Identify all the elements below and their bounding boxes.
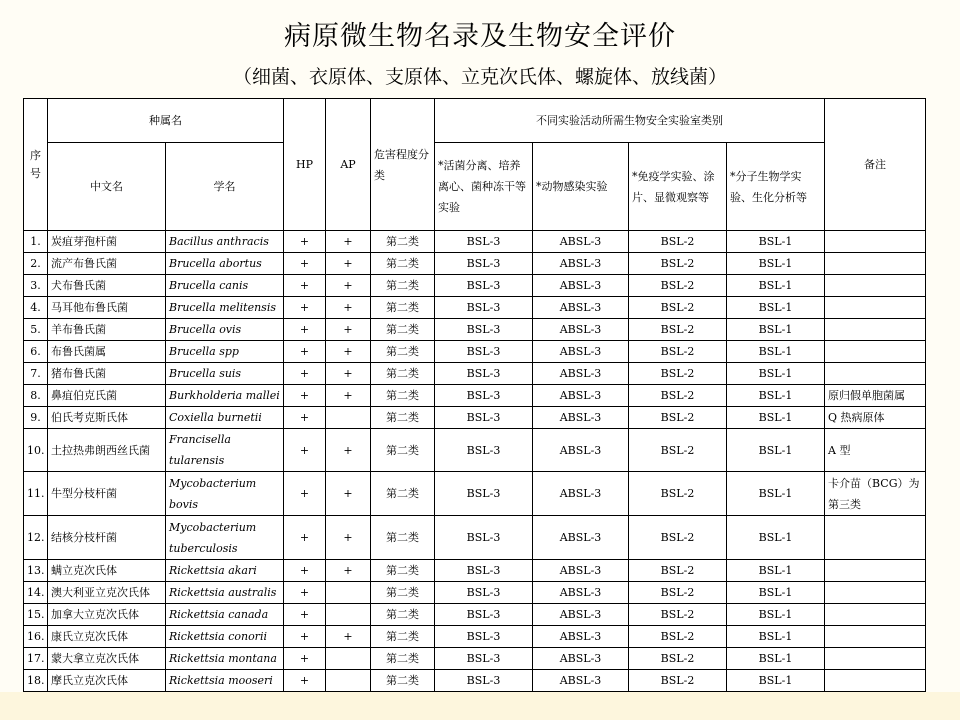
cell-hp: +: [284, 582, 326, 604]
header-seq: 序号: [24, 99, 48, 231]
cell-hp: +: [284, 385, 326, 407]
cell-remark: [825, 516, 926, 560]
cell-ap: [326, 648, 371, 670]
cell-hazard: 第二类: [371, 407, 435, 429]
cell-hazard: 第二类: [371, 341, 435, 363]
cell-hazard: 第二类: [371, 297, 435, 319]
cell-lab-animal: ABSL-3: [533, 319, 629, 341]
cell-lab-immuno: BSL-2: [629, 604, 727, 626]
cell-lab-immuno: BSL-2: [629, 297, 727, 319]
cell-chinese-name: 康氏立克次氏体: [48, 626, 166, 648]
header-lab-culture: *活菌分离、培养离心、菌种冻干等实验: [435, 143, 533, 231]
cell-hp: +: [284, 516, 326, 560]
cell-chinese-name: 蒙大拿立克次氏体: [48, 648, 166, 670]
cell-scientific-name: Rickettsia conorii: [166, 626, 284, 648]
cell-hazard: 第二类: [371, 385, 435, 407]
cell-lab-culture: BSL-3: [435, 472, 533, 516]
cell-ap: [326, 604, 371, 626]
cell-seq: 15.: [24, 604, 48, 626]
cell-hazard: 第二类: [371, 560, 435, 582]
cell-lab-immuno: BSL-2: [629, 407, 727, 429]
cell-seq: 11.: [24, 472, 48, 516]
cell-lab-culture: BSL-3: [435, 231, 533, 253]
cell-chinese-name: 流产布鲁氏菌: [48, 253, 166, 275]
cell-scientific-name: Rickettsia canada: [166, 604, 284, 626]
cell-remark: [825, 670, 926, 692]
cell-hp: +: [284, 363, 326, 385]
cell-lab-culture: BSL-3: [435, 648, 533, 670]
cell-hazard: 第二类: [371, 516, 435, 560]
cell-remark: [825, 253, 926, 275]
cell-lab-animal: ABSL-3: [533, 604, 629, 626]
cell-lab-immuno: BSL-2: [629, 275, 727, 297]
cell-seq: 6.: [24, 341, 48, 363]
cell-lab-animal: ABSL-3: [533, 472, 629, 516]
table-body: [24, 231, 926, 692]
cell-hp: +: [284, 670, 326, 692]
cell-hazard: 第二类: [371, 253, 435, 275]
table-row: [24, 604, 926, 626]
table-row: [24, 472, 926, 516]
cell-remark: A 型: [825, 429, 926, 472]
cell-hp: +: [284, 297, 326, 319]
cell-lab-animal: ABSL-3: [533, 275, 629, 297]
cell-lab-molecular: BSL-1: [727, 275, 825, 297]
cell-hazard: 第二类: [371, 648, 435, 670]
cell-remark: 卡介苗（BCG）为第三类: [825, 472, 926, 516]
cell-lab-molecular: BSL-1: [727, 604, 825, 626]
table-row: [24, 582, 926, 604]
footer-band: [0, 692, 960, 720]
table-row: [24, 560, 926, 582]
cell-scientific-name: Mycobacterium tuberculosis: [166, 516, 284, 560]
cell-chinese-name: 澳大利亚立克次氏体: [48, 582, 166, 604]
cell-ap: +: [326, 385, 371, 407]
cell-lab-animal: ABSL-3: [533, 626, 629, 648]
cell-hazard: 第二类: [371, 582, 435, 604]
cell-scientific-name: Brucella canis: [166, 275, 284, 297]
cell-seq: 4.: [24, 297, 48, 319]
table-row: [24, 626, 926, 648]
cell-remark: 原归假单胞菌属: [825, 385, 926, 407]
cell-remark: Q 热病原体: [825, 407, 926, 429]
cell-scientific-name: Francisella tularensis: [166, 429, 284, 472]
cell-lab-culture: BSL-3: [435, 604, 533, 626]
cell-hazard: 第二类: [371, 319, 435, 341]
cell-lab-immuno: BSL-2: [629, 319, 727, 341]
cell-lab-culture: BSL-3: [435, 626, 533, 648]
cell-ap: +: [326, 341, 371, 363]
cell-ap: [326, 670, 371, 692]
cell-remark: [825, 582, 926, 604]
table-row: [24, 363, 926, 385]
header-chinese-name: 中文名: [48, 143, 166, 231]
table-row: [24, 319, 926, 341]
cell-lab-animal: ABSL-3: [533, 407, 629, 429]
cell-lab-molecular: BSL-1: [727, 516, 825, 560]
cell-scientific-name: Rickettsia australis: [166, 582, 284, 604]
table-row: [24, 341, 926, 363]
table-row: [24, 385, 926, 407]
cell-remark: [825, 626, 926, 648]
cell-seq: 18.: [24, 670, 48, 692]
cell-lab-immuno: BSL-2: [629, 560, 727, 582]
table-row: [24, 407, 926, 429]
cell-ap: +: [326, 472, 371, 516]
cell-lab-animal: ABSL-3: [533, 363, 629, 385]
cell-hp: +: [284, 604, 326, 626]
cell-lab-culture: BSL-3: [435, 297, 533, 319]
cell-seq: 10.: [24, 429, 48, 472]
cell-remark: [825, 297, 926, 319]
cell-lab-animal: ABSL-3: [533, 582, 629, 604]
cell-lab-molecular: BSL-1: [727, 407, 825, 429]
cell-hp: +: [284, 648, 326, 670]
cell-lab-molecular: BSL-1: [727, 429, 825, 472]
cell-hp: +: [284, 231, 326, 253]
cell-seq: 8.: [24, 385, 48, 407]
cell-chinese-name: 土拉热弗朗西丝氏菌: [48, 429, 166, 472]
cell-lab-immuno: BSL-2: [629, 626, 727, 648]
header-lab-immuno: *免疫学实验、涂片、显微观察等: [629, 143, 727, 231]
cell-chinese-name: 螨立克次氏体: [48, 560, 166, 582]
cell-seq: 17.: [24, 648, 48, 670]
table-row: [24, 429, 926, 472]
cell-ap: +: [326, 253, 371, 275]
cell-chinese-name: 猪布鲁氏菌: [48, 363, 166, 385]
cell-lab-molecular: BSL-1: [727, 385, 825, 407]
table-row: [24, 648, 926, 670]
cell-lab-immuno: BSL-2: [629, 670, 727, 692]
cell-chinese-name: 布鲁氏菌属: [48, 341, 166, 363]
cell-lab-molecular: BSL-1: [727, 582, 825, 604]
table-row: [24, 297, 926, 319]
cell-lab-molecular: BSL-1: [727, 363, 825, 385]
cell-lab-animal: ABSL-3: [533, 670, 629, 692]
cell-lab-animal: ABSL-3: [533, 231, 629, 253]
cell-remark: [825, 341, 926, 363]
cell-lab-molecular: BSL-1: [727, 341, 825, 363]
cell-chinese-name: 犬布鲁氏菌: [48, 275, 166, 297]
cell-scientific-name: Rickettsia mooseri: [166, 670, 284, 692]
table-row: [24, 670, 926, 692]
table-row: [24, 231, 926, 253]
header-hp: HP: [284, 99, 326, 231]
cell-lab-culture: BSL-3: [435, 319, 533, 341]
cell-lab-immuno: BSL-2: [629, 231, 727, 253]
cell-lab-immuno: BSL-2: [629, 341, 727, 363]
cell-ap: +: [326, 319, 371, 341]
cell-lab-culture: BSL-3: [435, 560, 533, 582]
cell-ap: +: [326, 231, 371, 253]
cell-ap: +: [326, 626, 371, 648]
cell-seq: 9.: [24, 407, 48, 429]
cell-lab-culture: BSL-3: [435, 670, 533, 692]
cell-lab-immuno: BSL-2: [629, 385, 727, 407]
cell-lab-animal: ABSL-3: [533, 429, 629, 472]
cell-hp: +: [284, 560, 326, 582]
cell-seq: 2.: [24, 253, 48, 275]
cell-hazard: 第二类: [371, 231, 435, 253]
cell-hazard: 第二类: [371, 604, 435, 626]
cell-hp: +: [284, 341, 326, 363]
cell-hazard: 第二类: [371, 472, 435, 516]
cell-lab-molecular: BSL-1: [727, 670, 825, 692]
cell-lab-immuno: BSL-2: [629, 472, 727, 516]
cell-lab-molecular: BSL-1: [727, 472, 825, 516]
cell-remark: [825, 231, 926, 253]
header-scientific-name: 学名: [166, 143, 284, 231]
cell-lab-molecular: BSL-1: [727, 319, 825, 341]
cell-remark: [825, 363, 926, 385]
cell-chinese-name: 结核分枝杆菌: [48, 516, 166, 560]
cell-remark: [825, 275, 926, 297]
table-row: [24, 253, 926, 275]
cell-ap: +: [326, 363, 371, 385]
cell-seq: 1.: [24, 231, 48, 253]
cell-scientific-name: Brucella abortus: [166, 253, 284, 275]
cell-scientific-name: Rickettsia akari: [166, 560, 284, 582]
page-subtitle: （细菌、衣原体、支原体、立克次氏体、螺旋体、放线菌）: [232, 66, 727, 88]
cell-lab-immuno: BSL-2: [629, 429, 727, 472]
table-row: [24, 516, 926, 560]
cell-lab-culture: BSL-3: [435, 407, 533, 429]
header-taxon-group: 种属名: [48, 99, 284, 143]
cell-remark: [825, 319, 926, 341]
cell-hp: +: [284, 626, 326, 648]
cell-seq: 16.: [24, 626, 48, 648]
cell-lab-culture: BSL-3: [435, 253, 533, 275]
cell-seq: 12.: [24, 516, 48, 560]
cell-chinese-name: 伯氏考克斯氏体: [48, 407, 166, 429]
cell-seq: 5.: [24, 319, 48, 341]
cell-lab-immuno: BSL-2: [629, 363, 727, 385]
cell-seq: 14.: [24, 582, 48, 604]
cell-scientific-name: Coxiella burnetii: [166, 407, 284, 429]
cell-lab-animal: ABSL-3: [533, 253, 629, 275]
cell-lab-culture: BSL-3: [435, 582, 533, 604]
cell-chinese-name: 炭疽芽孢杆菌: [48, 231, 166, 253]
cell-scientific-name: Rickettsia montana: [166, 648, 284, 670]
header-hazard: 危害程度分类: [371, 99, 435, 231]
cell-lab-animal: ABSL-3: [533, 385, 629, 407]
cell-remark: [825, 648, 926, 670]
cell-remark: [825, 604, 926, 626]
cell-remark: [825, 560, 926, 582]
cell-scientific-name: Burkholderia mallei: [166, 385, 284, 407]
cell-scientific-name: Brucella melitensis: [166, 297, 284, 319]
cell-lab-animal: ABSL-3: [533, 560, 629, 582]
cell-hp: +: [284, 319, 326, 341]
cell-lab-animal: ABSL-3: [533, 648, 629, 670]
cell-ap: [326, 582, 371, 604]
cell-ap: +: [326, 275, 371, 297]
cell-lab-molecular: BSL-1: [727, 648, 825, 670]
cell-scientific-name: Bacillus anthracis: [166, 231, 284, 253]
table-row: [24, 275, 926, 297]
cell-lab-molecular: BSL-1: [727, 626, 825, 648]
cell-hazard: 第二类: [371, 626, 435, 648]
cell-chinese-name: 加拿大立克次氏体: [48, 604, 166, 626]
page-title: 病原微生物名录及生物安全评价: [284, 21, 676, 52]
cell-lab-animal: ABSL-3: [533, 516, 629, 560]
cell-lab-culture: BSL-3: [435, 516, 533, 560]
cell-ap: [326, 407, 371, 429]
cell-seq: 3.: [24, 275, 48, 297]
cell-lab-molecular: BSL-1: [727, 560, 825, 582]
cell-scientific-name: Brucella suis: [166, 363, 284, 385]
cell-scientific-name: Brucella spp: [166, 341, 284, 363]
cell-lab-culture: BSL-3: [435, 429, 533, 472]
cell-lab-immuno: BSL-2: [629, 253, 727, 275]
cell-lab-animal: ABSL-3: [533, 341, 629, 363]
cell-hazard: 第二类: [371, 275, 435, 297]
cell-ap: +: [326, 516, 371, 560]
cell-chinese-name: 鼻疽伯克氏菌: [48, 385, 166, 407]
cell-ap: +: [326, 560, 371, 582]
header-lab-molecular: *分子生物学实验、生化分析等: [727, 143, 825, 231]
cell-hp: +: [284, 253, 326, 275]
pathogen-table: [23, 98, 926, 692]
cell-lab-animal: ABSL-3: [533, 297, 629, 319]
cell-hazard: 第二类: [371, 670, 435, 692]
cell-chinese-name: 马耳他布鲁氏菌: [48, 297, 166, 319]
header-remarks: 备注: [825, 99, 926, 231]
cell-lab-culture: BSL-3: [435, 341, 533, 363]
header-lab-animal: *动物感染实验: [533, 143, 629, 231]
cell-lab-culture: BSL-3: [435, 363, 533, 385]
header-ap: AP: [326, 99, 371, 231]
cell-chinese-name: 羊布鲁氏菌: [48, 319, 166, 341]
cell-lab-immuno: BSL-2: [629, 648, 727, 670]
cell-lab-immuno: BSL-2: [629, 582, 727, 604]
cell-lab-molecular: BSL-1: [727, 231, 825, 253]
cell-lab-culture: BSL-3: [435, 275, 533, 297]
cell-hp: +: [284, 429, 326, 472]
cell-scientific-name: Brucella ovis: [166, 319, 284, 341]
cell-seq: 13.: [24, 560, 48, 582]
cell-hazard: 第二类: [371, 363, 435, 385]
cell-hp: +: [284, 407, 326, 429]
cell-hp: +: [284, 275, 326, 297]
cell-hazard: 第二类: [371, 429, 435, 472]
cell-scientific-name: Mycobacterium bovis: [166, 472, 284, 516]
cell-lab-molecular: BSL-1: [727, 297, 825, 319]
cell-ap: +: [326, 297, 371, 319]
cell-chinese-name: 牛型分枝杆菌: [48, 472, 166, 516]
header-lab-group: 不同实验活动所需生物安全实验室类别: [435, 99, 825, 143]
cell-seq: 7.: [24, 363, 48, 385]
cell-ap: +: [326, 429, 371, 472]
cell-lab-immuno: BSL-2: [629, 516, 727, 560]
cell-lab-culture: BSL-3: [435, 385, 533, 407]
cell-hp: +: [284, 472, 326, 516]
cell-lab-molecular: BSL-1: [727, 253, 825, 275]
cell-chinese-name: 摩氏立克次氏体: [48, 670, 166, 692]
